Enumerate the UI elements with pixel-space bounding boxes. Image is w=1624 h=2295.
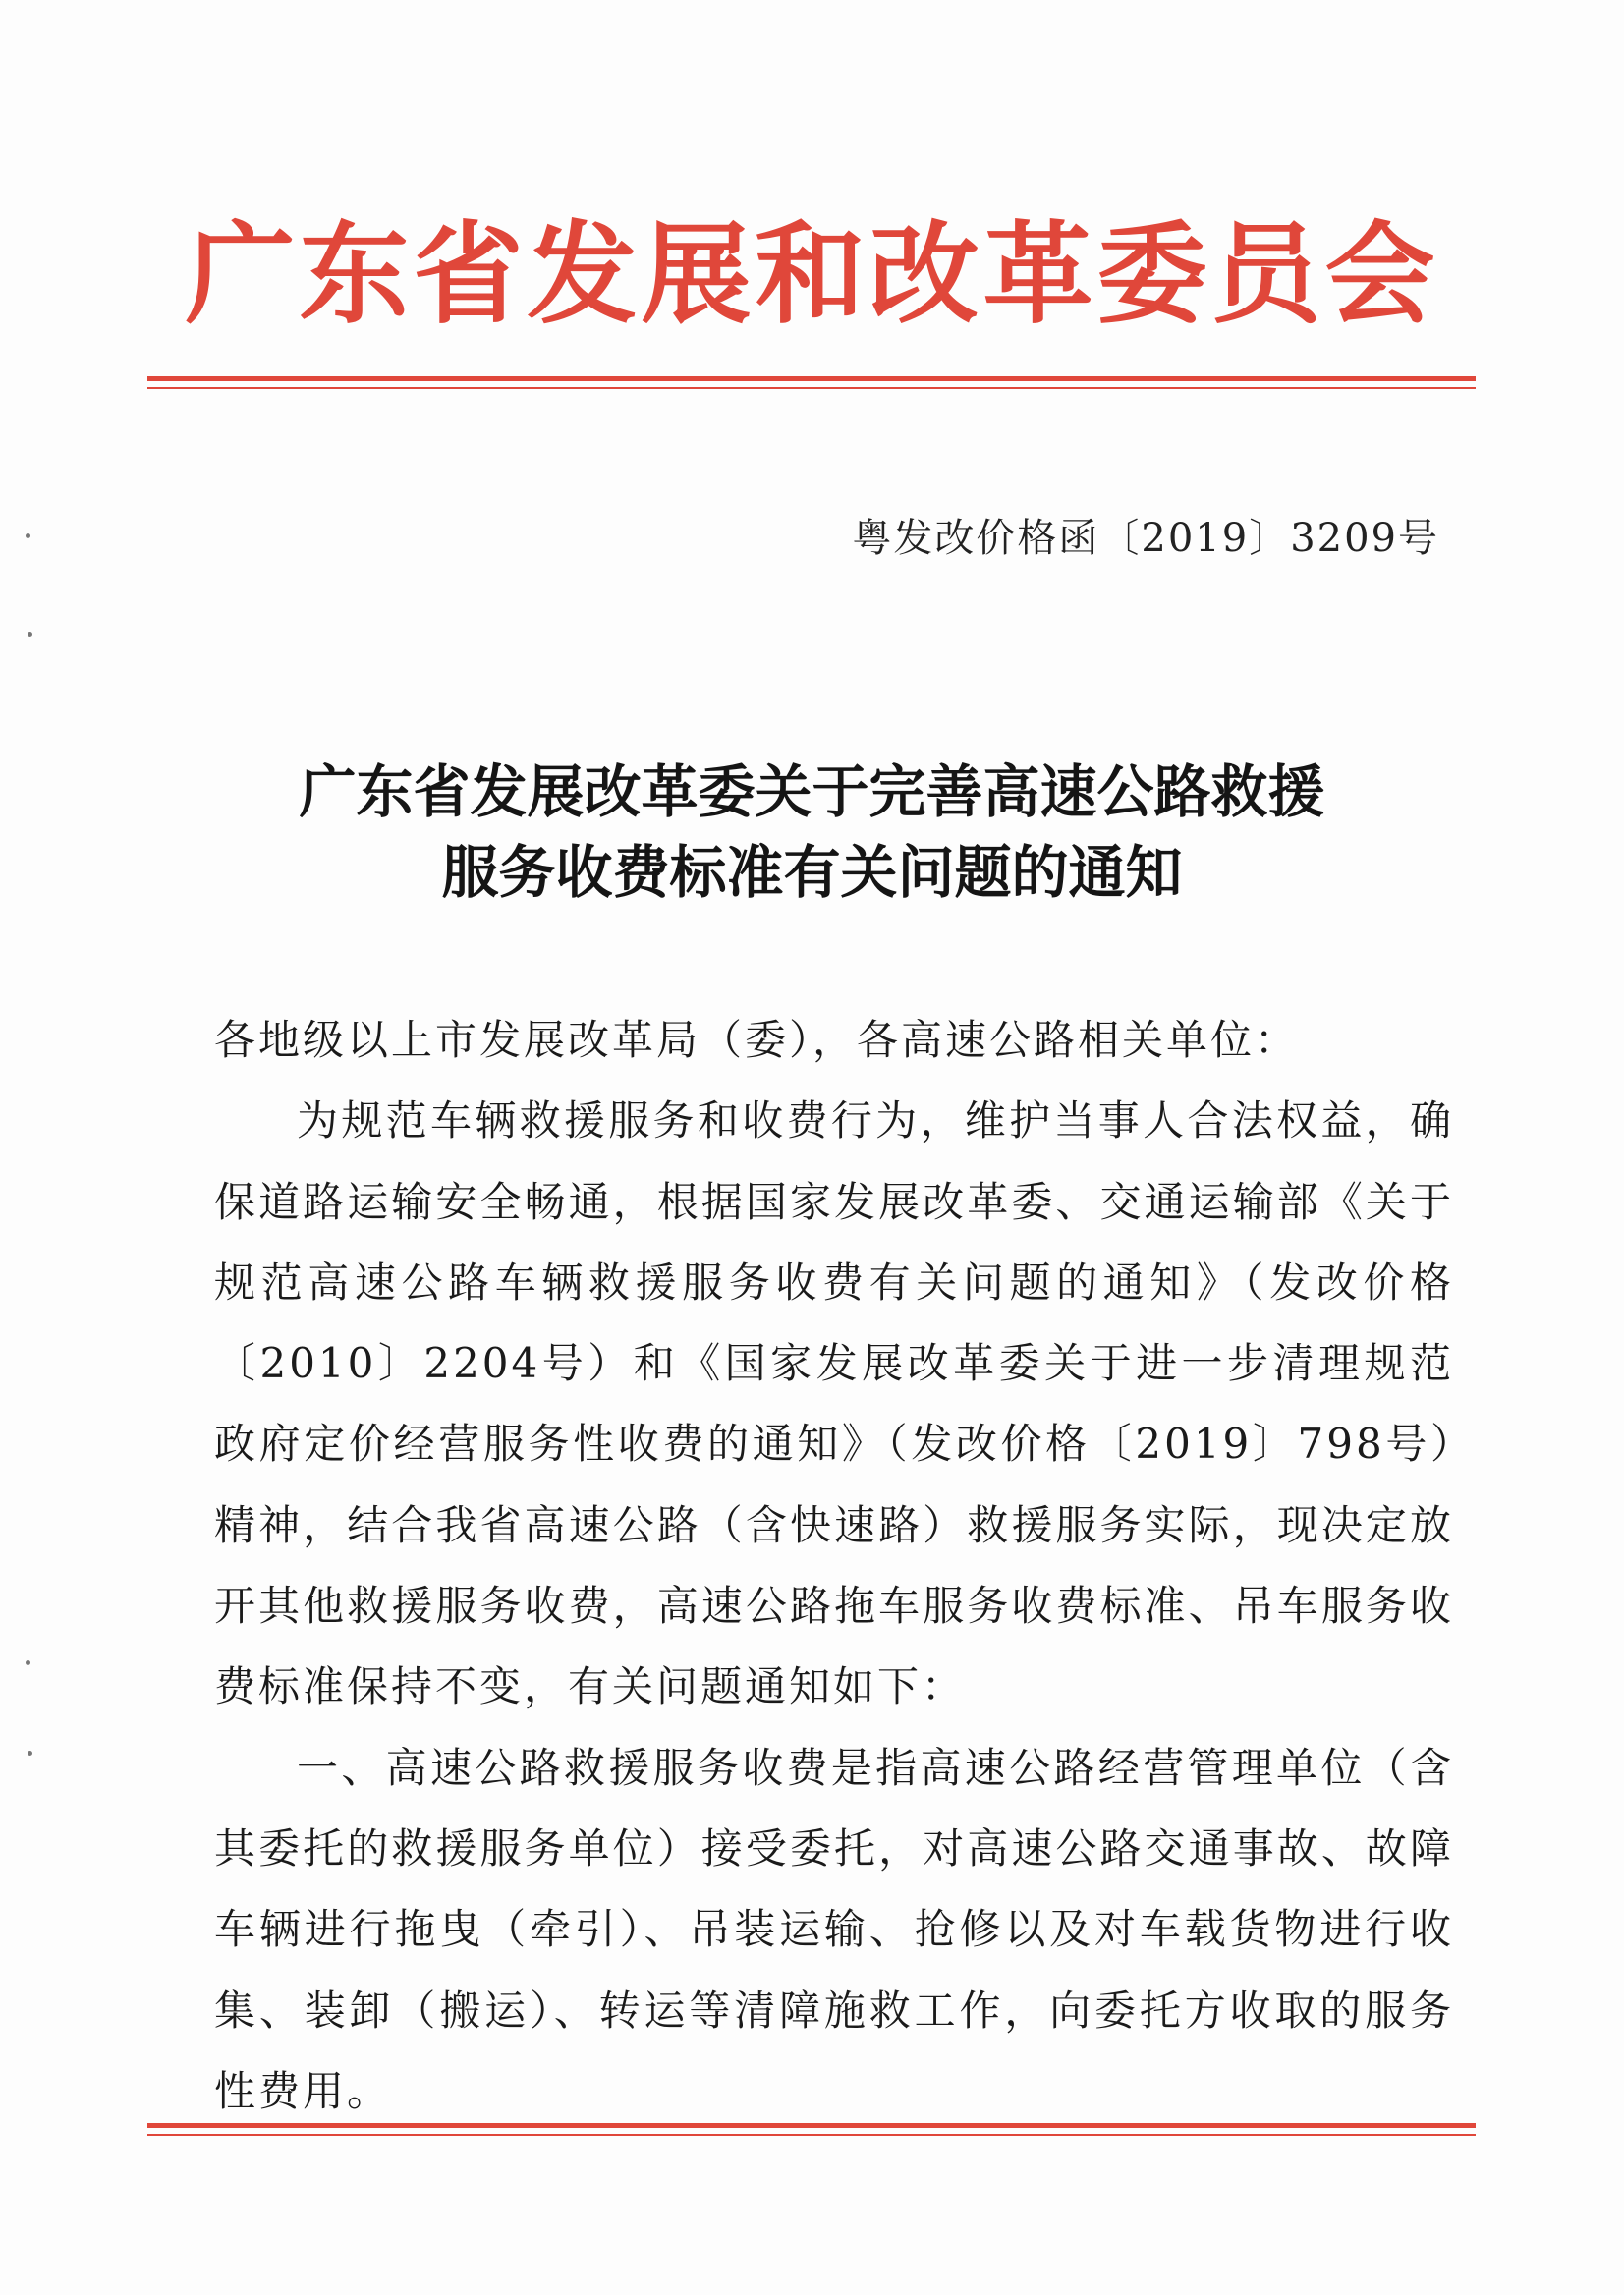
masthead-rule-thin [147,387,1476,389]
footer-rule-thin [147,2134,1476,2136]
document-number: 粤发改价格函〔2019〕3209号 [852,516,1439,561]
title-line-2: 服务收费标准有关问题的通知 [441,839,1183,906]
footer-rule-thick [147,2123,1476,2128]
document-body [214,1000,1454,2132]
masthead-org-name: 广东省发展和改革委员会 [185,210,1439,339]
document-title [0,752,1624,913]
paragraph-2: 一、高速公路救援服务收费是指高速公路经营管理单位（含其委托的救援服务单位）接受委托，对高速公路交通事故、故障车辆进行拖曳（牵引）、吊装运输、抢修以及对车载货物进行收集、装卸（搬运）、转运等清障施救工作，向委托方收取的服务性费用。 [214,1743,1454,2115]
scan-speck [26,1660,30,1665]
salutation: 各地级以上市发展改革局（委），各高速公路相关单位： [214,1016,1300,1064]
masthead-rule-thick [147,376,1476,381]
title-line-1: 广东省发展改革委关于完善高速公路救援 [299,758,1325,825]
scan-speck [28,632,32,637]
scan-speck [28,1751,32,1756]
scan-speck [26,533,30,538]
paragraph-1: 为规范车辆救援服务和收费行为，维护当事人合法权益，确保道路运输安全畅通，根据国家发展改革委、交通运输部《关于规范高速公路车辆救援服务收费有关问题的通知》（发改价格〔2010〕2204号）和《国家发展改革委关于进一步清理规范政府定价经营服务性收费的通知》（发改价格〔2019〕798号）精神，结合我省高速公路（含快速路）救援服务实际，现决定放开其他救援服务收费，高速公路拖车服务收费标准、吊车服务收费标准保持不变，有关问题通知如下： [214,1096,1454,1711]
